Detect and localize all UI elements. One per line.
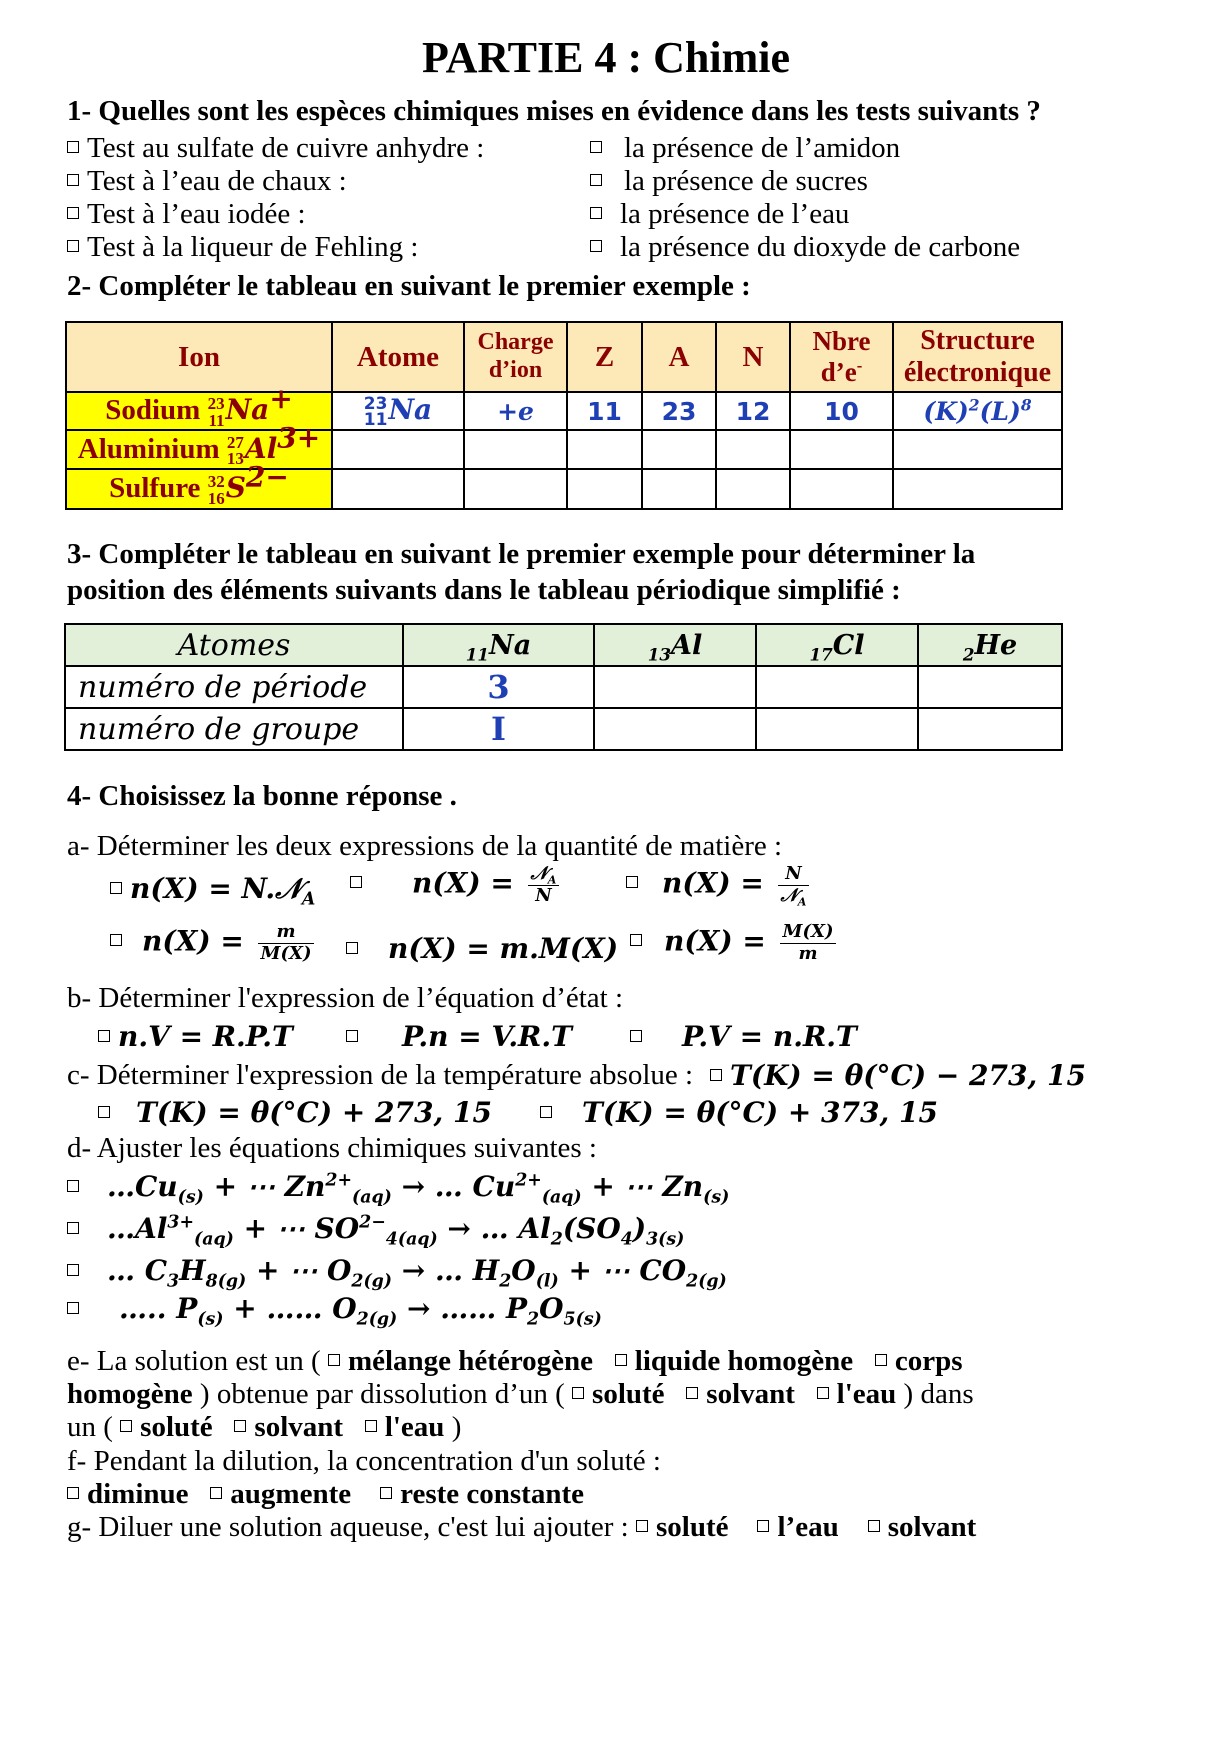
blank-cell[interactable] — [332, 469, 464, 509]
blank-cell[interactable] — [567, 469, 642, 509]
checkbox[interactable] — [210, 1487, 222, 1499]
q1-test-1[interactable]: Test au sulfate de cuivre anhydre : — [67, 132, 484, 165]
checkbox[interactable] — [110, 882, 122, 894]
header-z: Z — [567, 322, 642, 392]
blank-cell[interactable] — [790, 430, 893, 469]
q1-test-3[interactable]: Test à l’eau iodée : — [67, 198, 306, 231]
blank-cell[interactable] — [464, 469, 567, 509]
checkbox[interactable] — [67, 141, 79, 153]
header-cl: $_{17}$Cl — [756, 624, 918, 666]
q4c-option-3[interactable]: T(K) = θ(°C) + 373, 15 — [540, 1096, 938, 1129]
blank-cell[interactable] — [594, 666, 756, 708]
q4a-option-4[interactable]: n(X) = $\frac{m}{M(X)}$ — [110, 922, 318, 964]
na-period: 3 — [403, 666, 594, 708]
checkbox[interactable] — [636, 1520, 648, 1532]
blank-cell[interactable] — [716, 430, 790, 469]
header-n: N — [716, 322, 790, 392]
header-structure: Structure électronique — [893, 322, 1062, 392]
charge-sodium: +e — [464, 392, 567, 430]
checkbox[interactable] — [710, 1069, 722, 1081]
equation-4[interactable]: ….. $P_{(s)}$ + …… $O_{2(g)}$ → …… $P_2O_{5(s)}$ — [67, 1292, 602, 1325]
header-atomes: Atomes — [65, 624, 403, 666]
checkbox[interactable] — [98, 1030, 110, 1042]
checkbox[interactable] — [817, 1387, 829, 1399]
blank-cell[interactable] — [716, 469, 790, 509]
checkbox[interactable] — [67, 1222, 79, 1234]
blank-cell[interactable] — [642, 469, 716, 509]
q4a-option-5[interactable]: n(X) = m.M(X) — [346, 932, 618, 965]
q4c-option-2[interactable]: T(K) = θ(°C) + 273, 15 — [98, 1096, 492, 1129]
checkbox[interactable] — [868, 1520, 880, 1532]
header-na: $_{11}$Na — [403, 624, 594, 666]
q4f-options: diminue augmente reste constante — [67, 1478, 584, 1511]
blank-cell[interactable] — [790, 469, 893, 509]
checkbox[interactable] — [98, 1106, 110, 1118]
header-atome: Atome — [332, 322, 464, 392]
blank-cell[interactable] — [918, 708, 1062, 750]
blank-cell[interactable] — [642, 430, 716, 469]
checkbox[interactable] — [540, 1106, 552, 1118]
checkbox[interactable] — [630, 1030, 642, 1042]
checkbox[interactable] — [757, 1520, 769, 1532]
q4a-text: a- Déterminer les deux expressions de la quantité de matière : — [67, 830, 783, 862]
a-sodium: 23 — [642, 392, 716, 430]
checkbox[interactable] — [67, 1487, 79, 1499]
blank-cell[interactable] — [332, 430, 464, 469]
equation-2[interactable]: $\dots Al^{3+}_{(aq)}$ + ⋯ $SO^{2-}_{4(aq)}$ → … $Al_2(SO_4)_{3(s)}$ — [67, 1212, 684, 1245]
ion-table — [65, 321, 1063, 510]
q1-heading: 1- Quelles sont les espèces chimiques mises en évidence dans les tests suivants ? — [67, 95, 1041, 127]
q4b-option-2[interactable]: P.n = V.R.T — [346, 1020, 572, 1053]
row-group-label: numéro de groupe — [65, 708, 403, 750]
q4g-line: g- Diluer une solution aqueuse, c'est lui ajouter : soluté l’eau solvant — [67, 1511, 977, 1543]
checkbox[interactable] — [380, 1487, 392, 1499]
q4b-text: b- Déterminer l'expression de l’équation d’état : — [67, 982, 624, 1014]
blank-cell[interactable] — [756, 708, 918, 750]
q4d-text: d- Ajuster les équations chimiques suivantes : — [67, 1132, 597, 1164]
q4a-option-1[interactable]: n(X) = N.𝒩$_A$ — [110, 872, 315, 906]
blank-cell[interactable] — [756, 666, 918, 708]
equation-3[interactable]: … $C_3H_{8(g)}$ + ⋯ $O_{2(g)}$ → … $H_2O_{(l)}$ + ⋯ $CO_{2(g)}$ — [67, 1254, 727, 1287]
q3-heading-2: position des éléments suivants dans le tableau périodique simplifié : — [67, 574, 901, 606]
q2-heading: 2- Compléter le tableau en suivant le premier exemple : — [67, 270, 751, 302]
checkbox[interactable] — [346, 942, 358, 954]
blank-cell[interactable] — [893, 469, 1062, 509]
q1-answer-4[interactable]: la présence du dioxyde de carbone — [590, 231, 1020, 264]
header-ion: Ion — [66, 322, 332, 392]
blank-cell[interactable] — [893, 430, 1062, 469]
checkbox[interactable] — [365, 1420, 377, 1432]
q1-test-4[interactable]: Test à la liqueur de Fehling : — [67, 231, 418, 264]
header-nbre-electrons: Nbre d’e- — [790, 322, 893, 392]
checkbox[interactable] — [572, 1387, 584, 1399]
header-he: $_2$He — [918, 624, 1062, 666]
na-group: I — [403, 708, 594, 750]
q4e-line-1: e- La solution est un ( mélange hétérogène liquide homogène corps — [67, 1345, 963, 1377]
q4a-option-3[interactable]: n(X) = $\frac{N}{𝒩_A}$ — [626, 864, 813, 906]
blank-cell[interactable] — [567, 430, 642, 469]
q1-answer-3[interactable]: la présence de l’eau — [590, 198, 849, 231]
checkbox[interactable] — [120, 1420, 132, 1432]
checkbox[interactable] — [686, 1387, 698, 1399]
checkbox[interactable] — [346, 1030, 358, 1042]
checkbox[interactable] — [67, 1180, 79, 1192]
q4f-text: f- Pendant la dilution, la concentration d'un soluté : — [67, 1445, 661, 1477]
ne-sodium: 10 — [790, 392, 893, 430]
checkbox[interactable] — [67, 240, 79, 252]
q3-heading-1: 3- Compléter le tableau en suivant le premier exemple pour déterminer la — [67, 538, 976, 570]
blank-cell[interactable] — [464, 430, 567, 469]
blank-cell[interactable] — [594, 708, 756, 750]
q4c-option-1[interactable]: T(K) = θ(°C) − 273, 15 — [710, 1059, 1086, 1092]
checkbox[interactable] — [590, 207, 602, 219]
q4-heading: 4- Choisissez la bonne réponse . — [67, 780, 457, 812]
n-sodium: 12 — [716, 392, 790, 430]
equation-1[interactable]: $\dots Cu_{(s)}$ + ⋯ $Zn^{2+}_{(aq)}$ → … $Cu^{2+}_{(aq)}$ + ⋯ $Zn_{(s)}$ — [67, 1170, 729, 1203]
z-sodium: 11 — [567, 392, 642, 430]
header-a: A — [642, 322, 716, 392]
q4a-option-6[interactable]: n(X) = $\frac{M(X)}{m}$ — [630, 922, 840, 964]
checkbox[interactable] — [590, 141, 602, 153]
q4e-line-2: homogène ) obtenue par dissolution d’un ( soluté solvant l'eau ) dans — [67, 1378, 974, 1410]
q4e-line-3: un ( soluté solvant l'eau ) — [67, 1411, 462, 1443]
page-title: PARTIE 4 : Chimie — [422, 33, 790, 82]
checkbox[interactable] — [615, 1354, 627, 1366]
checkbox[interactable] — [630, 934, 642, 946]
header-al: $_{13}$Al — [594, 624, 756, 666]
q1-answer-2[interactable]: la présence de sucres — [590, 165, 868, 198]
q1-test-2[interactable]: Test à l’eau de chaux : — [67, 165, 347, 198]
checkbox[interactable] — [67, 174, 79, 186]
checkbox[interactable] — [590, 240, 602, 252]
checkbox[interactable] — [67, 207, 79, 219]
structure-sodium: $(K)^2(L)^8$ — [893, 392, 1062, 430]
checkbox[interactable] — [590, 174, 602, 186]
ion-sodium: Sodium 23 11 Na+ — [66, 392, 332, 430]
q4b-option-3[interactable]: P.V = n.R.T — [630, 1020, 857, 1053]
q4b-option-1[interactable]: n.V = R.P.T — [98, 1020, 293, 1053]
ion-sulfure: Sulfure 32 16 $S^{2-}$ — [66, 469, 332, 509]
q1-answer-1[interactable]: la présence de l’amidon — [590, 132, 900, 165]
checkbox[interactable] — [328, 1354, 340, 1366]
periodic-table-exercise — [64, 623, 1063, 751]
blank-cell[interactable] — [918, 666, 1062, 708]
checkbox[interactable] — [626, 876, 638, 888]
checkbox[interactable] — [234, 1420, 246, 1432]
q4c-text: c- Déterminer l'expression de la température absolue : — [67, 1059, 694, 1091]
atom-sodium: 23 11 Na — [332, 392, 464, 430]
q4a-option-2[interactable]: n(X) = $\frac{𝒩_A}{N}$ — [350, 864, 563, 906]
ion-aluminium: Aluminium 27 13 $Al^{3+}$ — [66, 430, 332, 469]
checkbox[interactable] — [67, 1264, 79, 1276]
checkbox[interactable] — [67, 1302, 79, 1314]
header-charge: Charge d’ion — [464, 322, 567, 392]
checkbox[interactable] — [110, 934, 122, 946]
checkbox[interactable] — [350, 876, 362, 888]
checkbox[interactable] — [875, 1354, 887, 1366]
row-period-label: numéro de période — [65, 666, 403, 708]
